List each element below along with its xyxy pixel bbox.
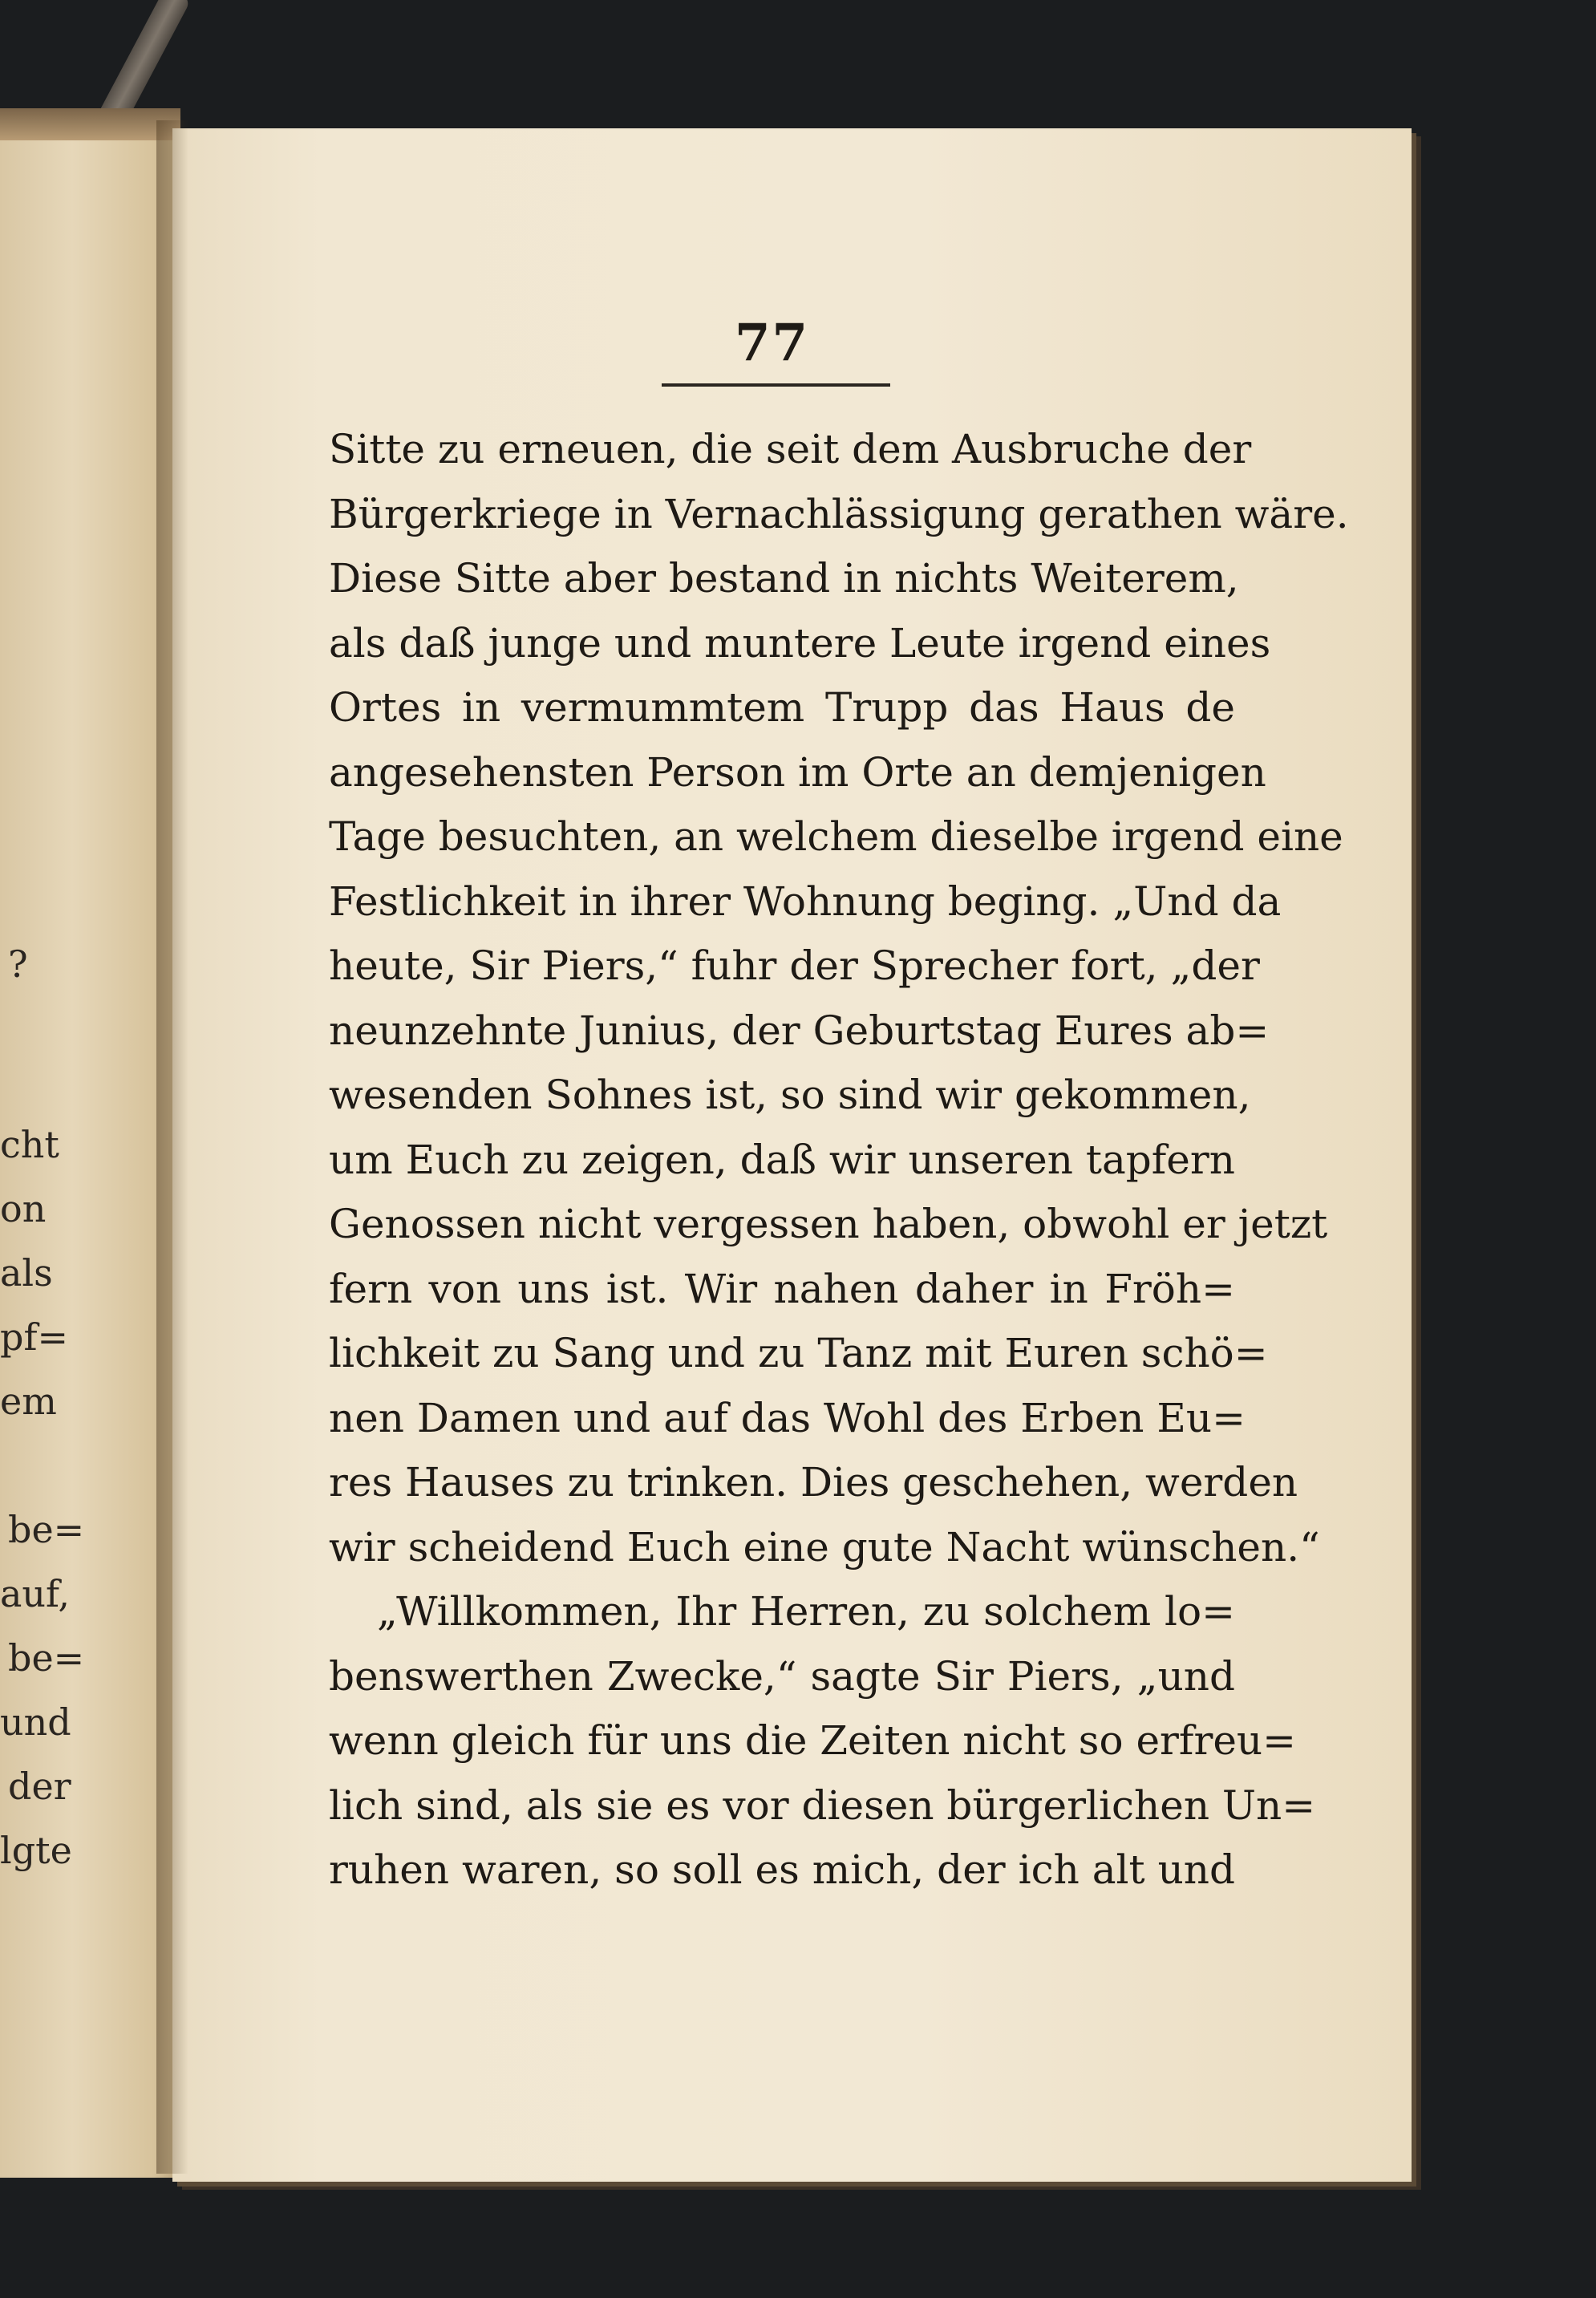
page-number: 77 bbox=[734, 313, 810, 373]
left-fragment: lgte bbox=[0, 1829, 72, 1872]
left-fragment: der bbox=[8, 1765, 71, 1808]
text-line: wenn gleich für uns die Zeiten nicht so erfreu= bbox=[329, 1717, 1297, 1764]
text-line: „Willkommen, Ihr Herren, zu solchem lo= bbox=[377, 1588, 1235, 1635]
text-line: als daß junge und muntere Leute irgend eines bbox=[329, 619, 1271, 667]
left-fragment: pf= bbox=[0, 1315, 69, 1359]
text-line: Diese Sitte aber bestand in nichts Weiterem, bbox=[329, 555, 1239, 602]
text-line: wir scheidend Euch eine gute Nacht wünschen.“ bbox=[329, 1523, 1320, 1571]
left-page-fragments bbox=[0, 108, 180, 2178]
left-fragment: cht bbox=[0, 1123, 59, 1166]
text-line: um Euch zu zeigen, daß wir unseren tapfern bbox=[329, 1136, 1235, 1183]
text-line: res Hauses zu trinken. Dies geschehen, werden bbox=[329, 1459, 1298, 1506]
text-line: Genossen nicht vergessen haben, obwohl er jetzt bbox=[329, 1201, 1328, 1247]
left-fragment: ? bbox=[8, 942, 28, 986]
text-line: neunzehnte Junius, der Geburtstag Eures ab= bbox=[329, 1007, 1270, 1054]
left-page bbox=[0, 108, 180, 2178]
page-body-text bbox=[329, 417, 1349, 1903]
text-line: nen Damen und auf das Wohl des Erben Eu= bbox=[329, 1394, 1246, 1441]
left-fragment: und bbox=[0, 1700, 71, 1744]
text-line: Tage besuchten, an welchem dieselbe irgend eine bbox=[329, 813, 1343, 860]
gutter-shadow bbox=[156, 120, 188, 2174]
text-line: Festlichkeit in ihrer Wohnung beging. „Und da bbox=[329, 877, 1282, 925]
text-line: heute, Sir Piers,“ fuhr der Sprecher fort, „der bbox=[329, 942, 1260, 989]
text-line: Ortes in vermummtem Trupp das Haus de bbox=[329, 684, 1235, 731]
left-fragment: auf, bbox=[0, 1572, 71, 1615]
text-line: lich sind, als sie es vor diesen bürgerlichen Un= bbox=[329, 1781, 1316, 1829]
left-fragment: als bbox=[0, 1251, 53, 1295]
page-number-rule bbox=[662, 383, 890, 387]
left-fragment: em bbox=[0, 1380, 57, 1423]
text-line: fern von uns ist. Wir nahen daher in Fröh= bbox=[329, 1265, 1235, 1312]
text-line: ruhen waren, so soll es mich, der ich alt und bbox=[329, 1846, 1235, 1893]
left-fragment: on bbox=[0, 1187, 47, 1230]
left-fragment: be= bbox=[8, 1636, 85, 1680]
text-line: benswerthen Zwecke,“ sagte Sir Piers, „und bbox=[329, 1652, 1235, 1700]
book-page bbox=[172, 128, 1412, 2182]
left-fragment: be= bbox=[8, 1508, 85, 1551]
text-line: lichkeit zu Sang und zu Tanz mit Euren schö= bbox=[329, 1330, 1268, 1376]
text-line: Sitte zu erneuen, die seit dem Ausbruche der bbox=[329, 426, 1252, 472]
text-line: Bürgerkriege in Vernachlässigung gerathen wäre. bbox=[329, 490, 1349, 537]
text-line: wesenden Sohnes ist, so sind wir gekommen, bbox=[329, 1072, 1251, 1118]
text-line: angesehensten Person im Orte an demjenigen bbox=[329, 748, 1266, 796]
